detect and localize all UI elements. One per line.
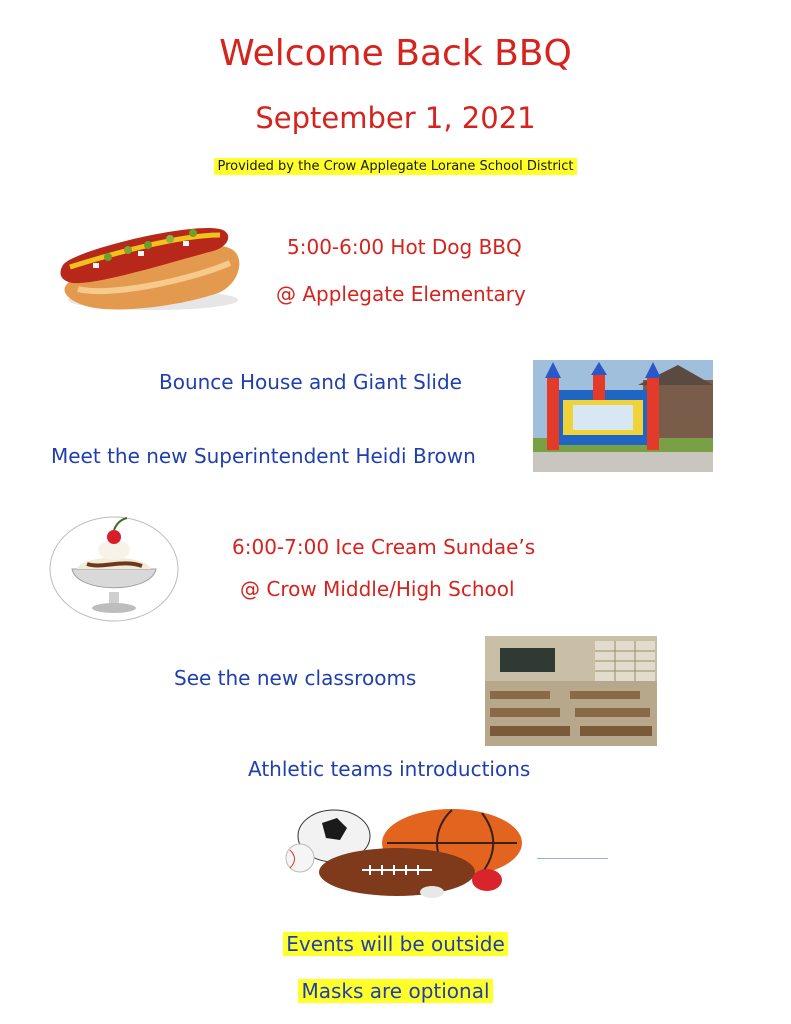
sports-balls-picture — [282, 808, 527, 900]
bounce-house-picture — [533, 360, 713, 472]
classrooms-text: See the new classrooms — [174, 666, 417, 690]
icecream-time: 6:00-7:00 Ice Cream Sundae’s — [232, 535, 536, 559]
hotdog-time: 5:00-6:00 Hot Dog BBQ — [287, 235, 522, 259]
ice-cream-sundae-picture — [47, 514, 181, 624]
bounce-house-text: Bounce House and Giant Slide — [159, 370, 462, 394]
hot-dog-picture — [48, 205, 248, 325]
decorative-divider — [537, 858, 608, 859]
page-title: Welcome Back BBQ — [219, 33, 572, 74]
provider-note: Provided by the Crow Applegate Lorane School District — [214, 158, 576, 175]
masks-notice: Masks are optional — [298, 979, 492, 1003]
event-date: September 1, 2021 — [255, 101, 536, 135]
athletics-text: Athletic teams introductions — [248, 757, 531, 781]
icecream-location: @ Crow Middle/High School — [240, 577, 515, 601]
hotdog-location: @ Applegate Elementary — [276, 282, 526, 306]
classroom-picture — [485, 636, 657, 746]
superintendent-text: Meet the new Superintendent Heidi Brown — [51, 444, 476, 468]
outside-notice: Events will be outside — [283, 932, 508, 956]
